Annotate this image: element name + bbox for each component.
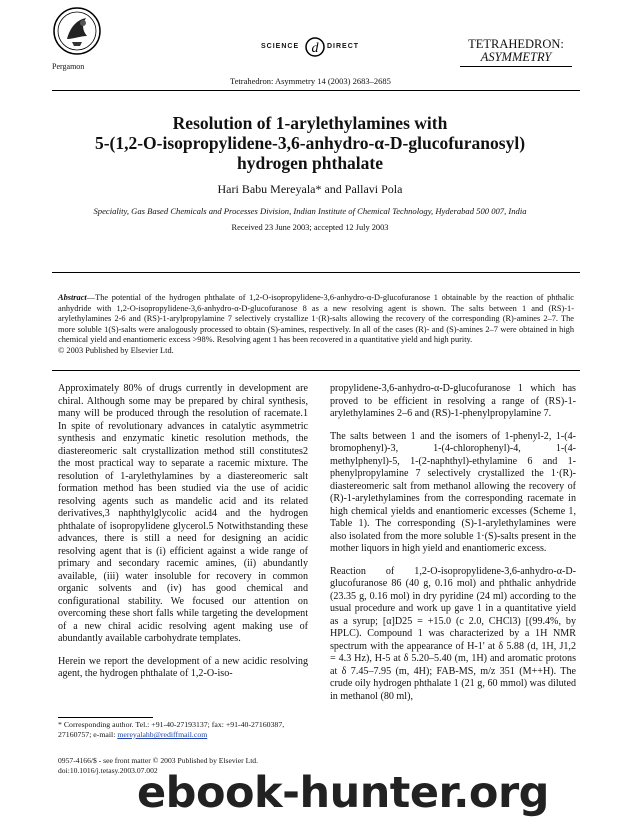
issn-line: 0957-4166/$ - see front matter © 2003 Published by Elsevier Ltd. <box>58 756 259 765</box>
abstract-top-rule <box>52 272 580 273</box>
right-paragraph-2: The salts between 1 and the isomers of 1-phenyl-2, 1-(4-bromophenyl)-3, 1-(4-chlorophenyl)-4, 1-(4-methylphenyl)-5, 1-(2-naphthyl)-ethylamine 6 and 1-phenylpropylamine 7 selectively crystallized the 1·(R)-diastereomeric salt from methanol allowing the recovery of (R)-1-arylethylamines from the corresponding racemate in high chemical yields and enantiomeric excesses (Scheme 1, Table 1). The corresponding (S)-1-arylethylamines were also isolated from the more soluble 1·(S)-salts present in the mother liquors in high yield and enantiomeric excess. <box>330 430 576 554</box>
title-line-2: 5-(1,2-O-isopropylidene-3,6-anhydro-α-D-glucofuranosyl) <box>94 133 526 153</box>
received-dates: Received 23 June 2003; accepted 12 July 2003 <box>231 223 389 232</box>
abstract-text: —The potential of the hydrogen phthalate of 1,2-O-isopropylidene-3,6-anhydro-α-D-glucofuranose 1 obtainable by the reaction of phthalic anhydride with 1,2-O-isopropylidene-3,6-anhydro-α-D-glucofuranose 8 as a new resolving agent is shown. The salts between 1 and (RS)-1-arylethylamines 2-6 and (RS)-1-arylpropylamine 7 selectively crystallize 1·(R)-salts allowing the recovery of the corresponding (R)-amines 2–7. The more soluble 1(S)-salts were analogously processed to obtain (S)-amines, respectively. In all of the cases (R)- and (S)-amines 2–7 were obtained in high chemical yield and enantiomeric excess >98%. Resolving agent 1 has been recovered in a quantitative yield and high purity. <box>58 293 574 345</box>
left-column <box>58 373 308 691</box>
watermark-text: ebook-hunter.org <box>137 768 549 818</box>
author-email-link[interactable]: mereyalahb@rediffmail.com <box>117 730 208 739</box>
journal-line1: TETRAHEDRON: <box>468 37 564 51</box>
journal-line2: ASYMMETRY <box>480 50 552 64</box>
abstract-bottom-rule <box>52 370 580 371</box>
journal-name <box>460 38 572 67</box>
sd-right-text: DIRECT <box>327 43 360 50</box>
abstract-copyright: © 2003 Published by Elsevier Ltd. <box>58 345 174 355</box>
elsevier-tree-logo <box>52 6 102 56</box>
title-line-3: hydrogen phthalate <box>236 153 384 173</box>
footnote-rule <box>58 717 153 718</box>
header-rule <box>52 90 580 91</box>
left-paragraph-1: Approximately 80% of drugs currently in development are chiral. Although some may be prepared by chiral synthesis, many will be produced through the resolution of racemate.1 In spite of revolutionary advances in catalytic asymmetric synthesis and enzymatic kinetic resolution methods, the diastereomeric salt crystallization method still constitutes2 the most practical way to separate a racemic mixture. The resolution of 1-arylethylamines by a diastereomeric salt formation method has been studied via the use of acidic resolving agents such as mandelic acid and its related derivatives,3 naphthylglycolic acid4 and the hydrogen phthalate of isopropylidene glycerol.5 Notwithstanding these advances, there is still a need for designing an acidic resolving agent that is (i) efficient against a wide range of primary and secondary racemic amines, (ii) abundantly available, (iii) water insoluble for recovery in common organic solvents and (iv) has good chemical and configurational stability. We focused our attention on overcoming these short falls while targeting the development of a new chiral acidic resolving agent making use of abundantly available carbohydrate templates. <box>58 383 308 644</box>
sciencedirect-logo <box>255 36 375 58</box>
left-paragraph-2: Herein we report the development of a new acidic resolving agent, the hydrogen phthalate of 1,2-O-iso- <box>58 655 308 679</box>
authors: Hari Babu Mereyala* and Pallavi Pola <box>217 182 403 196</box>
article-title <box>60 113 560 173</box>
right-paragraph-1: propylidene-3,6-anhydro-α-D-glucofuranose 1 which has proved to be efficient in resolving a range of (RS)-1-arylethylamines 2–6 and (RS)-1-phenylpropylamine 7. <box>330 383 576 419</box>
abstract-label: Abstract <box>58 293 87 302</box>
corresponding-author-footnote <box>58 720 310 740</box>
footnote-text: * Corresponding author. Tel.: +91-40-27193137; fax: +91-40-27160387, 27160757; e-mail: <box>58 720 285 739</box>
citation: Tetrahedron: Asymmetry 14 (2003) 2683–2685 <box>230 76 391 86</box>
svg-text:d: d <box>311 41 319 56</box>
right-paragraph-3: Reaction of 1,2-O-isopropylidene-3,6-anhydro-α-D-glucofuranose 86 (40 g, 0.16 mol) and phthalic anhydride (23.35 g, 0.16 mol) in dry pyridine (24 ml) according to the usual procedure and work up gave 1 in a quantitative yield as a syrup; [α]D25 = +15.0 (c 2.0, CHCl3) [(99.4%, by HPLC). Compound 1 was characterized by a 1H NMR spectrum with the appearance of H-1' at δ 5.88 (d, 1H, J1,2 = 4.3 Hz), H-5 at δ 5.20–5.40 (m, 1H) and aromatic protons at δ 7.45–7.95 (m, 4H); FAB-MS, m/z 351 (M++H). The crude oily hydrogen phthalate 1 (21 g, 60 mmol) was diluted in methanol (80 ml), <box>330 565 576 702</box>
sd-left-text: SCIENCE <box>261 43 300 50</box>
doi-line: doi:10.1016/j.tetasy.2003.07.002 <box>58 766 158 775</box>
title-line-1: Resolution of 1-arylethylamines with <box>172 113 448 133</box>
abstract <box>58 293 574 357</box>
publisher-name: Pergamon <box>52 62 85 71</box>
right-column <box>330 373 576 713</box>
affiliation: Speciality, Gas Based Chemicals and Processes Division, Indian Institute of Chemical Technology, Hyderabad 500 007, India <box>93 206 527 216</box>
